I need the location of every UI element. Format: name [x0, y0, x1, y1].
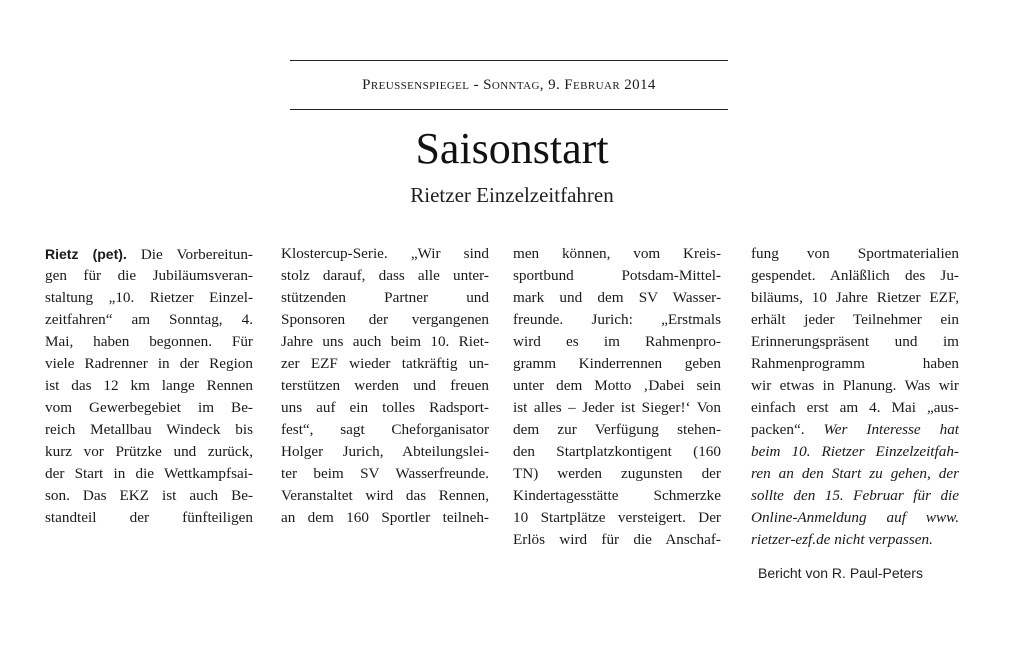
- article-line: ist alles – Jeder ist Sieger!‘ Von: [513, 399, 721, 416]
- article-line: [45, 243, 253, 265]
- article-line: Erlös wird für die Anschaf-: [513, 531, 721, 548]
- article-line: Rahmenprogramm haben: [751, 355, 959, 372]
- article-line: Mai, haben begonnen. Für: [45, 333, 253, 350]
- article-line: men können, vom Kreis-: [513, 245, 721, 262]
- article-line: Veranstaltet wird das Rennen,: [281, 487, 489, 504]
- article-italic-line: sollte den 15. Februar für die: [751, 487, 959, 504]
- article-line: wir etwas in Planung. Was wir: [751, 377, 959, 394]
- article-column-3: [513, 243, 721, 551]
- article-line: Holger Jurich, Abteilungslei-: [281, 443, 489, 460]
- article-line: einfach erst am 4. Mai „aus-: [751, 399, 959, 416]
- article-line: ist das 12 km lange Rennen: [45, 377, 253, 394]
- article-column-1: [45, 243, 253, 529]
- article-lead: Rietz (pet).: [45, 246, 127, 262]
- article-line: staltung „10. Rietzer Einzel-: [45, 289, 253, 306]
- article-line: unter dem Motto ‚Dabei sein: [513, 377, 721, 394]
- article-line: vom Gewerbegebiet im Be-: [45, 399, 253, 416]
- masthead-text: Preussenspiegel - Sonntag, 9. Februar 2014: [362, 76, 656, 93]
- article-headline: Saisonstart: [415, 124, 609, 173]
- article-line: den Startplatzkontigent (160: [513, 443, 721, 460]
- article-line: an dem 160 Sportler teilneh-: [281, 509, 489, 526]
- article-line-text: packen“.: [751, 421, 805, 438]
- article-line: fest“, sagt Cheforganisator: [281, 421, 489, 438]
- article-line: viele Radrenner in der Region: [45, 355, 253, 372]
- article-line: son. Das EKZ ist auch Be-: [45, 487, 253, 504]
- article-italic-line: ren an den Start zu gehen, der: [751, 465, 959, 482]
- article-line: zeitfahren“ am Sonntag, 4.: [45, 311, 253, 328]
- article-subheadline: Rietzer Einzelzeitfahren: [410, 183, 614, 207]
- article-line: biläums, 10 Jahre Rietzer EZF,: [751, 289, 959, 306]
- article-line: stützenden Partner und: [281, 289, 489, 306]
- article-line: gespendet. Anläßlich des Ju-: [751, 267, 959, 284]
- article-line: 10 Startplätze versteigert. Der: [513, 509, 721, 526]
- article-italic-text: Wer Interesse hat: [823, 421, 959, 438]
- article-line: Klostercup-Serie. „Wir sind: [281, 245, 489, 262]
- article-line: Sponsoren der vergangenen: [281, 311, 489, 328]
- article-line: wird es im Rahmenpro-: [513, 333, 721, 350]
- article-italic-line: beim 10. Rietzer Einzelzeitfah-: [751, 443, 959, 460]
- article-line: freunde. Jurich: „Erstmals: [513, 311, 721, 328]
- article-line: gramm Kinderrennen geben: [513, 355, 721, 372]
- article-line: Kindertagesstätte Schmerzke: [513, 487, 721, 504]
- article-line: kurz vor Prützke und zurück,: [45, 443, 253, 460]
- article-italic-line: rietzer-ezf.de nicht verpassen.: [751, 531, 933, 548]
- article-line: [751, 419, 959, 441]
- article-line: stolz darauf, dass alle unter-: [281, 267, 489, 284]
- author-credit: Bericht von R. Paul-Peters: [758, 565, 923, 581]
- article-line: mark und dem SV Wasser-: [513, 289, 721, 306]
- article-column-4: [751, 243, 959, 551]
- article-line-text: Die Vorbereitun-: [126, 246, 253, 263]
- article-line: sportbund Potsdam-Mittel-: [513, 267, 721, 284]
- article-line: erhält jeder Teilnehmer ein: [751, 311, 959, 328]
- article-line: Jahre uns auch beim 10. Riet-: [281, 333, 489, 350]
- masthead: [290, 60, 728, 110]
- article-column-2: [281, 243, 489, 529]
- article-line: uns auf ein tolles Radsport-: [281, 399, 489, 416]
- article-line: fung von Sportmaterialien: [751, 245, 959, 262]
- article-italic-line: Online-Anmeldung auf www.: [751, 509, 959, 526]
- article-line: reich Metallbau Windeck bis: [45, 421, 253, 438]
- article-line: standteil der fünfteiligen: [45, 509, 253, 526]
- article-line: terstützen werden und freuen: [281, 377, 489, 394]
- article-line: TN) werden zugunsten der: [513, 465, 721, 482]
- article-line: ter beim SV Wasserfreunde.: [281, 465, 489, 482]
- article-line: der Start in die Wettkampfsai-: [45, 465, 253, 482]
- article-line: Erinnerungspräsent und im: [751, 333, 959, 350]
- article-line: dem zur Verfügung stehen-: [513, 421, 721, 438]
- article-line: gen für die Jubiläumsveran-: [45, 267, 253, 284]
- article-line: zer EZF wieder tatkräftig un-: [281, 355, 489, 372]
